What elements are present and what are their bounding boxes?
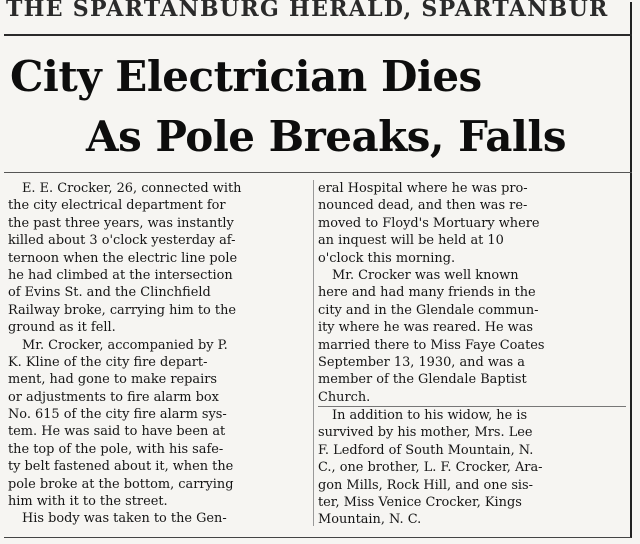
headline-rule <box>4 172 632 173</box>
article-line: ty belt fastened about it, when the <box>8 459 234 475</box>
headline-line-1: City Electrician Dies <box>10 52 482 101</box>
article-line: Mountain, N. C. <box>318 512 422 528</box>
article-line: F. Ledford of South Mountain, N. <box>318 442 534 458</box>
article-line: ternoon when the electric line pole <box>8 250 238 266</box>
article-line: ity where he was reared. He was <box>318 320 534 336</box>
article-line: No. 615 of the city fire alarm sys- <box>8 407 227 423</box>
article-line: Railway broke, carrying him to the <box>8 302 237 318</box>
article-line: o'clock this morning. <box>318 250 456 266</box>
article-line: the past three years, was instantly <box>8 215 234 231</box>
article-line: city and in the Glendale commun- <box>318 302 539 318</box>
article-line: an inquest will be held at 10 <box>318 233 504 249</box>
article-line: married there to Miss Faye Coates <box>318 337 545 353</box>
article-line: ground as it fell. <box>8 320 116 336</box>
article-line: tem. He was said to have been at <box>8 424 226 440</box>
article-line: Church. <box>318 389 371 405</box>
article-line: eral Hospital where he was pro- <box>318 181 528 196</box>
article-line: the top of the pole, with his safe- <box>8 441 224 457</box>
article-line: In addition to his widow, he is <box>332 408 528 424</box>
article-line: pole broke at the bottom, carrying <box>8 476 234 492</box>
article-column-right <box>318 180 626 529</box>
article-line: gon Mills, Rock Hill, and one sis- <box>318 477 534 493</box>
article-line: the city electrical department for <box>8 198 226 214</box>
article-line: him with it to the street. <box>8 494 168 510</box>
article-line: ter, Miss Venice Crocker, Kings <box>318 495 522 511</box>
article-line: of Evins St. and the Clinchfield <box>8 285 211 301</box>
article-line: September 13, 1930, and was a <box>318 354 525 370</box>
article-line: E. E. Crocker, 26, connected with <box>22 181 242 196</box>
article-line: survived by his mother, Mrs. Lee <box>318 425 533 441</box>
article-line: Mr. Crocker, accompanied by P. <box>22 337 228 353</box>
article-column-left <box>8 180 310 528</box>
article-line: here and had many friends in the <box>318 285 536 301</box>
article-line: His body was taken to the Gen- <box>22 511 227 527</box>
article-line: killed about 3 o'clock yesterday af- <box>8 233 236 249</box>
article-line: ment, had gone to make repairs <box>8 372 218 388</box>
article-line: K. Kline of the city fire depart- <box>8 354 208 370</box>
article-line: Mr. Crocker was well known <box>332 267 519 283</box>
article-line: C., one brother, L. F. Crocker, Ara- <box>318 460 543 476</box>
article-line: he had climbed at the intersection <box>8 267 233 283</box>
article-line: nounced dead, and then was re- <box>318 198 528 214</box>
newspaper-masthead: THE SPARTANBURG HERALD, SPARTANBUR <box>6 0 609 22</box>
article-line: moved to Floyd's Mortuary where <box>318 215 540 231</box>
article-line: member of the Glendale Baptist <box>318 372 527 388</box>
headline-line-2: As Pole Breaks, Falls <box>86 112 566 161</box>
article-line: or adjustments to fire alarm box <box>8 389 219 405</box>
column-divider <box>313 180 314 526</box>
masthead-rule <box>4 34 632 36</box>
